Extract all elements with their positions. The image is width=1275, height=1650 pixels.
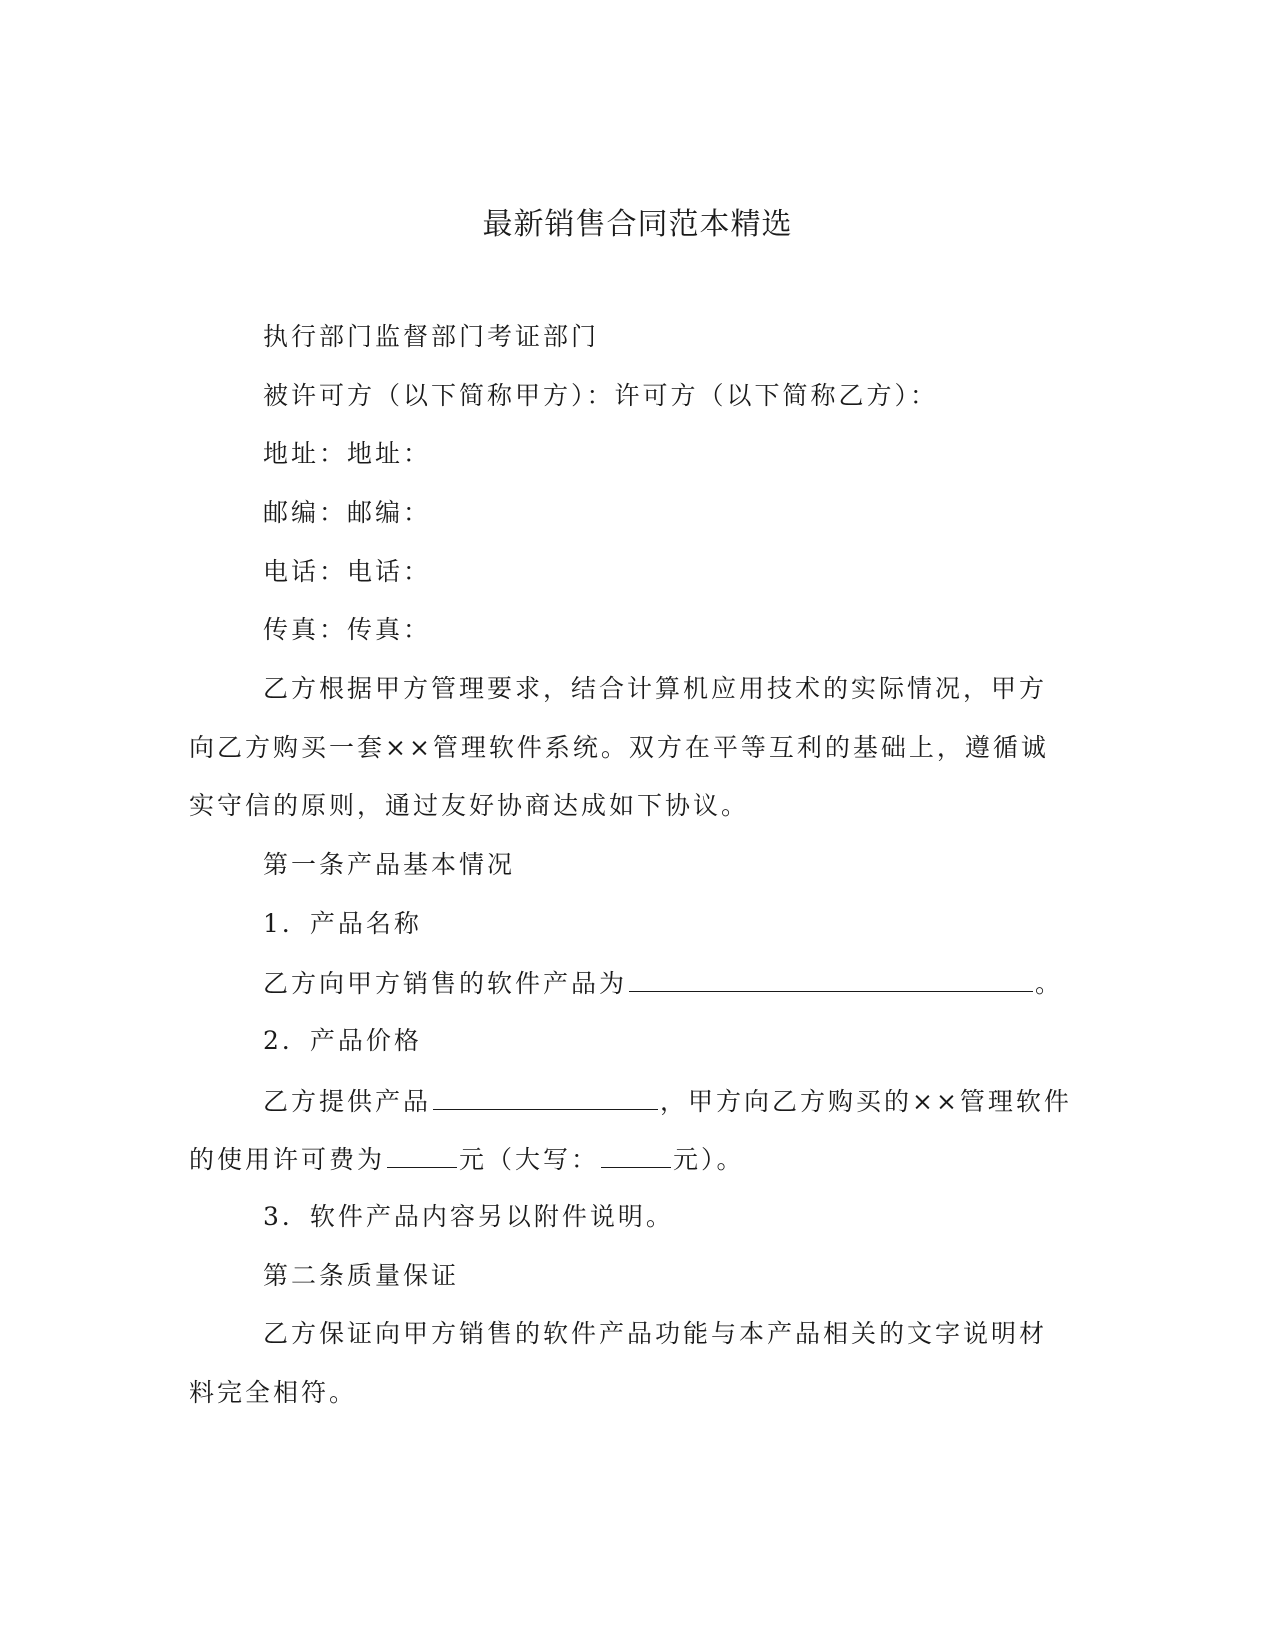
item-2-heading: 2．产品价格 bbox=[263, 1026, 422, 1055]
address-line: 地址：地址： bbox=[263, 439, 432, 468]
fee-amount-blank[interactable] bbox=[387, 1141, 457, 1168]
product-blank[interactable] bbox=[433, 1083, 658, 1110]
item-1-heading: 1．产品名称 bbox=[263, 909, 422, 938]
departments-line: 执行部门监督部门考证部门 bbox=[263, 322, 600, 351]
product-name-blank[interactable] bbox=[629, 965, 1033, 992]
item-1-end: 。 bbox=[1035, 969, 1064, 998]
fax-line: 传真：传真： bbox=[263, 615, 432, 644]
parties-line: 被许可方（以下简称甲方）：许可方（以下简称乙方）： bbox=[263, 381, 939, 410]
quality-paragraph-line-1: 乙方保证向甲方销售的软件产品功能与本产品相关的文字说明材 bbox=[263, 1319, 1048, 1348]
phone-line: 电话：电话： bbox=[263, 557, 432, 586]
item-1-text-line bbox=[263, 965, 1063, 1001]
item-2-text-b: ，甲方向乙方购买的××管理软件 bbox=[660, 1087, 1072, 1116]
item-3-text: 3．软件产品内容另以附件说明。 bbox=[263, 1202, 674, 1231]
fee-amount-uppercase-blank[interactable] bbox=[601, 1141, 671, 1168]
intro-paragraph-line-3: 实守信的原则，通过友好协商达成如下协议。 bbox=[189, 791, 750, 820]
article-1-heading: 第一条产品基本情况 bbox=[263, 850, 516, 879]
item-2-text-a: 乙方提供产品 bbox=[263, 1087, 432, 1116]
intro-paragraph-line-1: 乙方根据甲方管理要求，结合计算机应用技术的实际情况，甲方 bbox=[263, 674, 1048, 703]
item-2-text-line-2 bbox=[189, 1141, 745, 1177]
item-2-line2-a: 的使用许可费为 bbox=[189, 1145, 386, 1174]
postcode-line: 邮编：邮编： bbox=[263, 498, 432, 527]
quality-paragraph-line-2: 料完全相符。 bbox=[189, 1378, 358, 1407]
item-2-text-line-1 bbox=[263, 1083, 1072, 1119]
intro-paragraph-line-2: 向乙方购买一套××管理软件系统。双方在平等互利的基础上，遵循诚 bbox=[189, 733, 1049, 762]
item-1-text: 乙方向甲方销售的软件产品为 bbox=[263, 969, 628, 998]
article-2-heading: 第二条质量保证 bbox=[263, 1261, 460, 1290]
document-title: 最新销售合同范本精选 bbox=[482, 207, 793, 242]
item-2-line2-c: 元）。 bbox=[673, 1145, 745, 1174]
item-2-line2-b: 元（大写： bbox=[459, 1145, 600, 1174]
